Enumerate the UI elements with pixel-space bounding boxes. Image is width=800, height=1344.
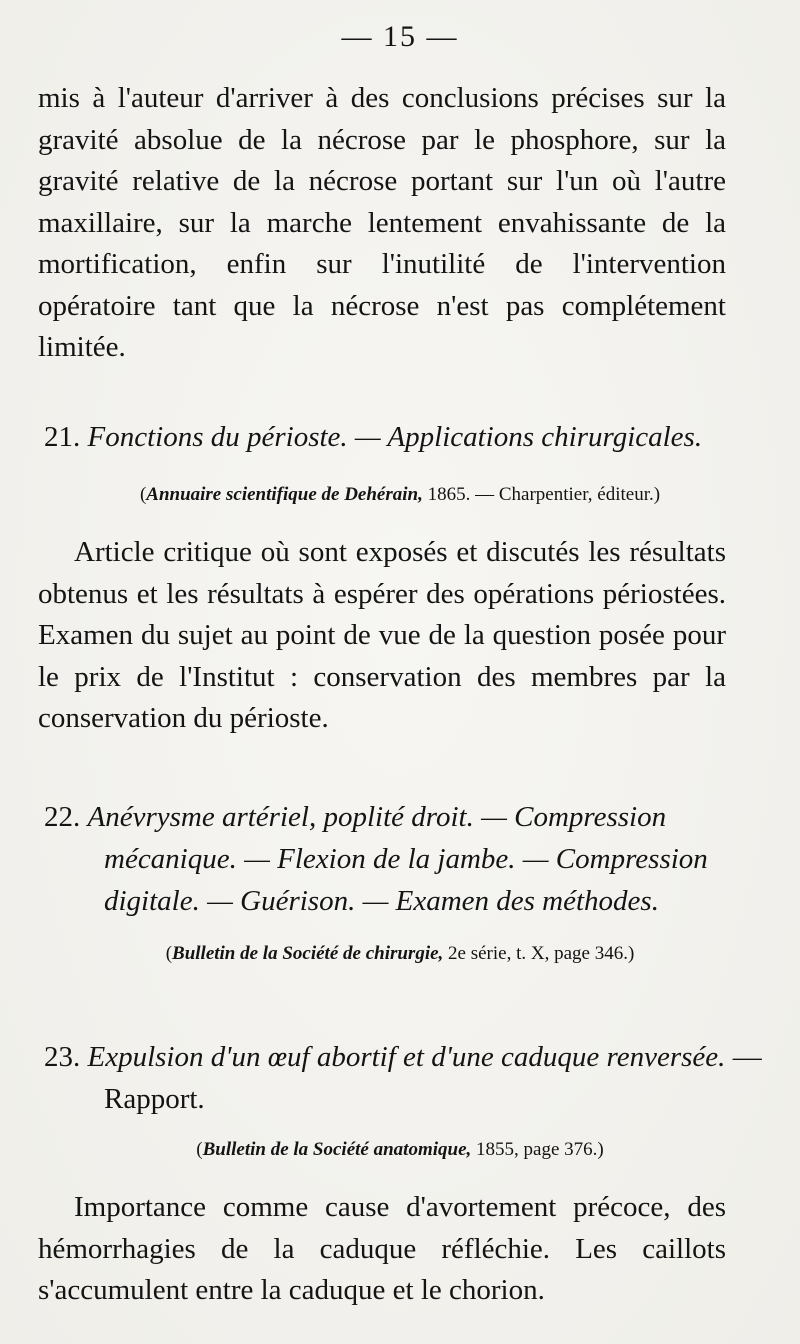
intro-paragraph: mis à l'auteur d'arriver à des conclusions précises sur la gravité absolue de la nécrose par le phosphore, sur la gravité relative de la nécrose portant sur l'un où l'autre maxillaire, sur la marche lentement envahissante de la mortification, enfin sur l'inutilité de l'intervention opératoire tant que la nécrose n'est pas complétement limitée. [38, 82, 726, 363]
entry-title: Fonctions du périoste. — Applications chirurgicales. [87, 421, 703, 453]
entry-title: Anévrysme artériel, poplité droit. — Compression mécanique. — Flexion de la jambe. — Compression digitale. — Guérison. — Examen des méthodes. [87, 801, 708, 917]
entry-number: 22. [44, 801, 81, 833]
entry-21-heading [44, 416, 730, 458]
source-journal: Bulletin de la Société anatomique, [202, 1139, 472, 1160]
entry-23-source: (Bulletin de la Société anatomique, 1855, page 376.) [196, 1139, 604, 1160]
entry-22-heading [44, 796, 794, 922]
entry-21-source: (Annuaire scientifique de Dehérain, 1865. — Charpentier, éditeur.) [139, 484, 661, 505]
entry-23-body: Importance comme cause d'avortement précoce, des hémorrhagies de la caduque réfléchie. Les caillots s'accumulent entre la caduque et le chorion. [38, 1191, 726, 1306]
entry-title: Expulsion d'un œuf abortif et d'une caduque renversée. [87, 1041, 726, 1073]
entry-number: 21. [44, 421, 81, 453]
entry-title-suffix: — Rapport. [104, 1041, 762, 1115]
page-number: — 15 — [341, 20, 459, 53]
source-journal: Bulletin de la Société de chirurgie, [172, 943, 444, 964]
entry-23-heading [44, 1036, 794, 1120]
entry-21-body: Article critique où sont exposés et discutés les résultats obtenus et les résultats à espérer des opérations périostées. Examen du sujet au point de vue de la question posée pour le prix de l'Institut : conservation des membres par la conservation du périoste. [38, 536, 726, 734]
source-journal: Annuaire scientifique de Dehérain, [146, 484, 423, 505]
entry-22-source: (Bulletin de la Société de chirurgie, 2e série, t. X, page 346.) [165, 943, 635, 964]
entry-number: 23. [44, 1041, 81, 1073]
